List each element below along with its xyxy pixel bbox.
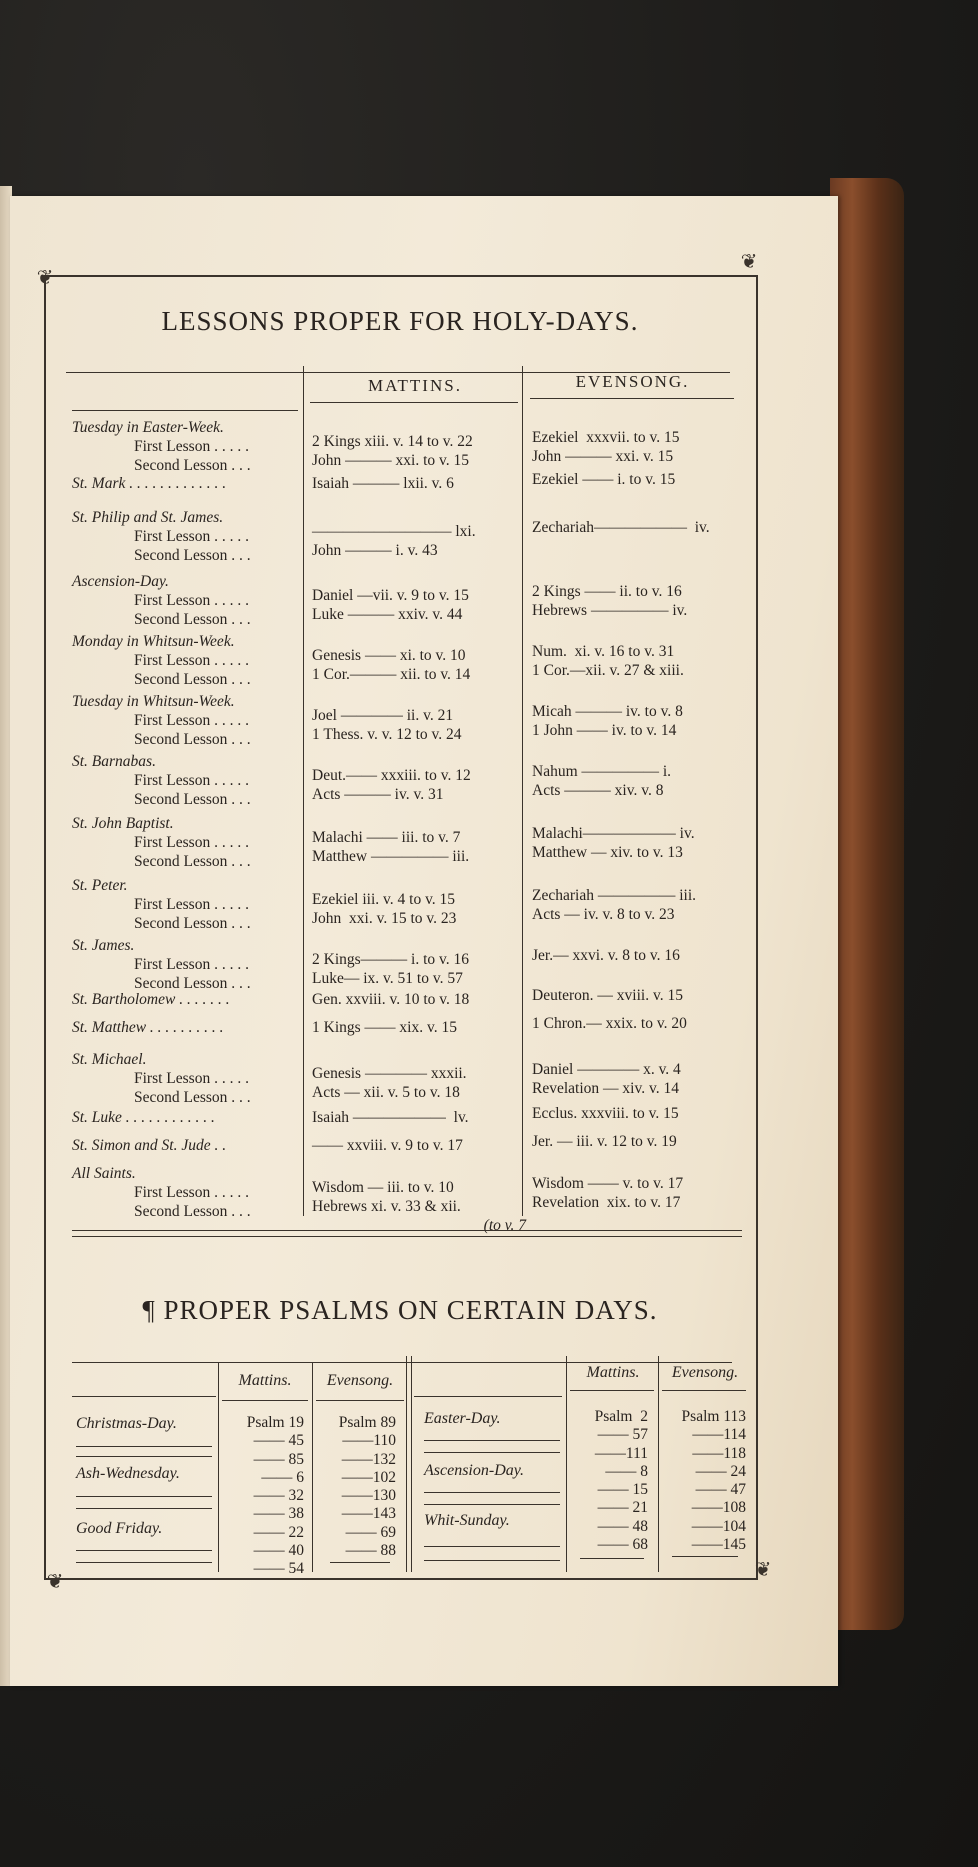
second-lesson-label: Second Lesson . . . [134, 791, 251, 808]
reading-line: Acts ——— iv. v. 31 [312, 786, 444, 803]
reading-line: Daniel ———— x. v. 4 [532, 1061, 681, 1078]
lesson-day [72, 418, 304, 475]
reading-line: Isaiah ——— lxii. v. 6 [312, 475, 454, 492]
reading-line: 1 Thess. v. v. 12 to v. 24 [312, 726, 462, 743]
mattins-reading [312, 474, 526, 493]
psalm-entry: ——143 [341, 1505, 396, 1523]
psalm-entry: ——145 [691, 1536, 746, 1554]
header-rule [530, 398, 734, 399]
psalm-entry: —— 45 [253, 1432, 304, 1450]
first-lesson-label: First Lesson . . . . . [134, 772, 249, 789]
psalms-evensong-header-left: Evensong. [326, 1372, 394, 1389]
lesson-day-name: St. Michael. [72, 1051, 147, 1068]
lesson-day-name: Tuesday in Whitsun-Week. [72, 693, 235, 710]
psalm-entry: —— 38 [253, 1505, 304, 1523]
reading-line: Revelation xix. to v. 17 [532, 1194, 681, 1211]
reading-line: 2 Kings——— i. to v. 16 [312, 951, 470, 968]
mattins-reading [312, 706, 526, 744]
second-lesson-label: Second Lesson . . . [134, 853, 251, 870]
reading-line: Hebrews ————— iv. [532, 602, 688, 619]
psalm-end-rule [580, 1558, 644, 1559]
evensong-reading [532, 1060, 746, 1098]
lesson-day-name: Ascension-Day. [72, 573, 169, 590]
first-lesson-label: First Lesson . . . . . [134, 834, 249, 851]
reading-line: Deut.—— xxxiii. to v. 12 [312, 767, 471, 784]
reading-line: ————————— lxi. [312, 523, 476, 540]
reading-line: Luke ——— xxiv. v. 44 [312, 606, 463, 623]
reading-line: Deuteron. — xviii. v. 15 [532, 987, 683, 1004]
reading-line: Joel ———— ii. v. 21 [312, 707, 454, 724]
second-lesson-label: Second Lesson . . . [134, 915, 251, 932]
lesson-day [72, 876, 304, 933]
evensong-reading [532, 642, 746, 680]
lesson-day [72, 1018, 304, 1037]
psalm-day-rule [424, 1492, 560, 1493]
lesson-day [72, 692, 304, 749]
evensong-header: EVENSONG. [575, 372, 690, 391]
lesson-day [72, 474, 304, 493]
lesson-day-name: St. John Baptist. [72, 815, 174, 832]
mattins-reading [312, 432, 526, 470]
lesson-day [72, 990, 304, 1009]
psalm-entry: ——111 [594, 1444, 648, 1462]
corner-ornament-icon: ❦ [46, 1569, 64, 1593]
reading-line: Acts — xii. v. 5 to v. 18 [312, 1084, 460, 1101]
column-divider [312, 1362, 313, 1572]
evensong-reading [532, 428, 746, 466]
lesson-day [72, 1050, 304, 1107]
psalm-day: Good Friday. [76, 1520, 163, 1537]
first-lesson-label: First Lesson . . . . . [134, 896, 249, 913]
lesson-day-name: St. Mark . . . . . . . . . . . . . [72, 475, 227, 492]
psalm-day-rule [424, 1440, 560, 1441]
psalm-end-rule [672, 1556, 738, 1557]
second-lesson-label: Second Lesson . . . [134, 731, 251, 748]
psalms-mattins-header-right: Mattins. [586, 1364, 640, 1381]
psalm-entry: —— 85 [253, 1450, 304, 1468]
reading-line: Ezekiel xxxvii. to v. 15 [532, 429, 680, 446]
reading-line: —— xxviii. v. 9 to v. 17 [312, 1137, 463, 1154]
psalm-entry: —— 32 [253, 1487, 304, 1505]
second-lesson-label: Second Lesson . . . [134, 975, 251, 992]
psalm-day-rule [76, 1496, 212, 1497]
psalm-day-rule [424, 1452, 560, 1453]
psalm-entry: ——132 [341, 1450, 396, 1468]
psalms-title: ¶ PROPER PSALMS ON CERTAIN DAYS. [142, 1295, 658, 1325]
psalm-entry: ——108 [691, 1499, 746, 1517]
psalm-entry: ——104 [691, 1517, 746, 1535]
lessons-title: LESSONS PROPER FOR HOLY-DAYS. [161, 306, 639, 336]
reading-line: 1 Kings —— xix. v. 15 [312, 1019, 457, 1036]
reading-line: Wisdom —— v. to v. 17 [532, 1175, 684, 1192]
psalms-header-rule [72, 1396, 216, 1397]
column-divider [218, 1362, 219, 1572]
lesson-day [72, 936, 304, 993]
second-lesson-label: Second Lesson . . . [134, 547, 251, 564]
reading-line: Revelation — xiv. v. 14 [532, 1080, 679, 1097]
lesson-day-name: St. Philip and St. James. [72, 509, 224, 526]
psalm-entry: —— 47 [695, 1481, 746, 1499]
mattins-reading [312, 890, 526, 928]
lesson-day-name: St. Peter. [72, 877, 128, 894]
reading-line: 1 Chron.— xxix. to v. 20 [532, 1015, 687, 1032]
column-divider [658, 1356, 659, 1572]
reading-line: 2 Kings —— ii. to v. 16 [532, 583, 682, 600]
mattins-reading [312, 990, 526, 1009]
first-lesson-label: First Lesson . . . . . [134, 528, 249, 545]
second-lesson-label: Second Lesson . . . [134, 611, 251, 628]
psalm-day-rule [76, 1550, 212, 1551]
reading-line: Ezekiel —— i. to v. 15 [532, 471, 676, 488]
psalm-entry: —— 22 [253, 1523, 304, 1541]
psalm-entry: ——130 [341, 1487, 396, 1505]
reading-line: Matthew — xiv. to v. 13 [532, 844, 683, 861]
psalm-day-rule [76, 1456, 212, 1457]
lesson-day [72, 508, 304, 565]
lesson-day-name: Tuesday in Easter-Week. [72, 419, 224, 436]
first-lesson-label: First Lesson . . . . . [134, 712, 249, 729]
reading-line: Isaiah —————— lv. [312, 1109, 469, 1126]
mattins-reading [312, 646, 526, 684]
evensong-reading [532, 1174, 746, 1212]
lesson-day [72, 572, 304, 629]
psalm-entry: —— 21 [597, 1499, 648, 1517]
lesson-day-name: St. Simon and St. Jude . . [72, 1137, 227, 1154]
reading-line: Acts — iv. v. 8 to v. 23 [532, 906, 675, 923]
evensong-reading [532, 886, 746, 924]
reading-line: Genesis —— xi. to v. 10 [312, 647, 466, 664]
reading-line: 1 Cor.—xii. v. 27 & xiii. [532, 662, 684, 679]
mattins-reading [312, 522, 526, 560]
psalm-day: Ash-Wednesday. [76, 1465, 180, 1482]
lesson-day-name: All Saints. [72, 1165, 136, 1182]
psalm-entry: —— 68 [597, 1536, 648, 1554]
reading-line: Micah ——— iv. to v. 8 [532, 703, 683, 720]
psalms-evensong-left [318, 1414, 396, 1560]
second-lesson-label: Second Lesson . . . [134, 1203, 251, 1220]
lesson-day [72, 752, 304, 809]
lesson-day [72, 814, 304, 871]
reading-line: Nahum ————— i. [532, 763, 672, 780]
column-divider [411, 1356, 412, 1572]
evensong-reading [532, 986, 746, 1005]
first-lesson-label: First Lesson . . . . . [134, 652, 249, 669]
table-bottom-rule [72, 1236, 742, 1237]
psalm-day: Christmas-Day. [76, 1415, 177, 1432]
psalm-entry: ——114 [692, 1426, 746, 1444]
psalms-evensong-header-right: Evensong. [671, 1364, 739, 1381]
psalm-day: Ascension-Day. [424, 1462, 524, 1479]
reading-line: John ——— xxi. v. 15 [532, 448, 674, 465]
evensong-reading [532, 470, 746, 489]
psalms-header-rule [662, 1390, 746, 1391]
reading-line: Luke— ix. v. 51 to v. 57 [312, 970, 463, 987]
mattins-reading [312, 1108, 526, 1127]
psalm-entry: Psalm 2 [594, 1408, 648, 1425]
psalms-mattins-left [224, 1414, 304, 1579]
first-lesson-label: First Lesson . . . . . [134, 592, 249, 609]
psalm-day-rule [424, 1546, 560, 1547]
psalm-entry: Psalm 113 [681, 1408, 746, 1425]
evensong-reading [532, 582, 746, 620]
reading-line: 1 Cor.——— xii. to v. 14 [312, 666, 471, 683]
psalm-day-rule [76, 1562, 212, 1563]
psalm-entry: —— 69 [345, 1523, 396, 1541]
column-divider [566, 1356, 567, 1572]
mattins-reading [312, 950, 526, 988]
reading-line: Wisdom — iii. to v. 10 [312, 1179, 454, 1196]
psalm-day-rule [76, 1446, 212, 1447]
psalm-day-rule [76, 1508, 212, 1509]
reading-line: Daniel —vii. v. 9 to v. 15 [312, 587, 469, 604]
table-bottom-rule [72, 1230, 742, 1231]
lesson-day-name: St. James. [72, 937, 135, 954]
psalms-header-rule [414, 1396, 562, 1397]
reading-line: Genesis ———— xxxii. [312, 1065, 467, 1082]
evensong-reading [532, 762, 746, 800]
reading-line: Num. xi. v. 16 to v. 31 [532, 643, 675, 660]
lesson-day-name: Monday in Whitsun-Week. [72, 633, 235, 650]
header-rule [72, 410, 298, 411]
psalm-day: Easter-Day. [424, 1410, 501, 1427]
psalms-header-rule [222, 1400, 308, 1401]
evensong-reading [532, 518, 746, 537]
psalm-entry: ——110 [342, 1432, 396, 1450]
lesson-day-name: St. Bartholomew . . . . . . . [72, 991, 230, 1008]
evensong-reading [532, 1132, 746, 1151]
second-lesson-label: Second Lesson . . . [134, 457, 251, 474]
corner-ornament-icon: ❦ [740, 249, 758, 273]
reading-line: Malachi —— iii. to v. 7 [312, 829, 461, 846]
first-lesson-label: First Lesson . . . . . [134, 956, 249, 973]
lesson-day-name: St. Luke . . . . . . . . . . . . [72, 1109, 215, 1126]
lesson-day-name: St. Barnabas. [72, 753, 156, 770]
reading-line: Zechariah ————— iii. [532, 887, 696, 904]
psalms-header-rule [570, 1390, 654, 1391]
first-lesson-label: First Lesson . . . . . [134, 1184, 249, 1201]
psalm-end-rule [330, 1562, 390, 1563]
psalm-day: Whit-Sunday. [424, 1512, 510, 1529]
first-lesson-label: First Lesson . . . . . [134, 438, 249, 455]
lesson-day [72, 1108, 304, 1127]
reading-line: Hebrews xi. v. 33 & xii. [312, 1198, 461, 1215]
corner-ornament-icon: ❦ [754, 1557, 772, 1581]
mattins-reading [312, 828, 526, 866]
psalm-entry: —— 6 [261, 1468, 304, 1486]
evensong-reading [532, 946, 746, 965]
reading-line: John ——— i. v. 43 [312, 542, 438, 559]
psalms-rule [72, 1362, 732, 1363]
psalm-entry: Psalm 89 [338, 1414, 396, 1431]
reading-line: 1 John —— iv. to v. 14 [532, 722, 677, 739]
reading-line: Ecclus. xxxviii. to v. 15 [532, 1105, 679, 1122]
psalm-entry: —— 15 [597, 1481, 648, 1499]
reading-line: Gen. xxviii. v. 10 to v. 18 [312, 991, 470, 1008]
mattins-header: MATTINS. [368, 376, 462, 395]
mattins-reading [312, 1064, 526, 1102]
mattins-reading [312, 1178, 526, 1235]
second-lesson-label: Second Lesson . . . [134, 671, 251, 688]
psalms-evensong-right [660, 1408, 746, 1554]
reading-line: Jer.— xxvi. v. 8 to v. 16 [532, 947, 680, 964]
evensong-reading [532, 824, 746, 862]
psalms-header-rule [316, 1400, 404, 1401]
psalm-entry: Psalm 19 [246, 1414, 304, 1431]
reading-line: 2 Kings xiii. v. 14 to v. 22 [312, 433, 473, 450]
psalm-entry: —— 48 [597, 1517, 648, 1535]
reading-line: Acts ——— xiv. v. 8 [532, 782, 664, 799]
psalm-entry: ——102 [341, 1468, 396, 1486]
first-lesson-label: First Lesson . . . . . [134, 1070, 249, 1087]
psalms-mattins-header-left: Mattins. [238, 1372, 292, 1389]
book-cover-edge [830, 178, 904, 1630]
evensong-reading [532, 1014, 746, 1033]
reading-line: Malachi—————— iv. [532, 825, 695, 842]
psalm-day-rule [424, 1560, 560, 1561]
lesson-day [72, 632, 304, 689]
corner-ornament-icon: ❦ [36, 265, 54, 289]
mattins-reading [312, 1018, 526, 1037]
mattins-reading [312, 766, 526, 804]
header-rule [310, 402, 518, 403]
psalm-entry: —— 40 [253, 1542, 304, 1560]
lesson-day [72, 1164, 304, 1221]
second-lesson-label: Second Lesson . . . [134, 1089, 251, 1106]
reading-line: Matthew ————— iii. [312, 848, 470, 865]
reading-line: John ——— xxi. to v. 15 [312, 452, 470, 469]
reading-line: Jer. — iii. v. 12 to v. 19 [532, 1133, 677, 1150]
psalms-mattins-right [572, 1408, 648, 1554]
psalm-entry: —— 24 [695, 1462, 746, 1480]
evensong-reading [532, 1104, 746, 1123]
psalm-entry: ——118 [692, 1444, 746, 1462]
reading-line: (to v. 7 [483, 1217, 526, 1234]
reading-line: Ezekiel iii. v. 4 to v. 15 [312, 891, 456, 908]
psalm-entry: —— 88 [345, 1542, 396, 1560]
evensong-reading [532, 702, 746, 740]
psalm-day-rule [424, 1504, 560, 1505]
lesson-day [72, 1136, 304, 1155]
lesson-day-name: St. Matthew . . . . . . . . . . [72, 1019, 224, 1036]
mattins-reading [312, 1136, 526, 1155]
reading-line: Zechariah—————— iv. [532, 519, 710, 536]
psalm-entry: —— 54 [253, 1560, 304, 1578]
mattins-reading [312, 586, 526, 624]
reading-line: John xxi. v. 15 to v. 23 [312, 910, 457, 927]
psalm-entry: —— 8 [605, 1462, 648, 1480]
psalm-entry: —— 57 [597, 1426, 648, 1444]
